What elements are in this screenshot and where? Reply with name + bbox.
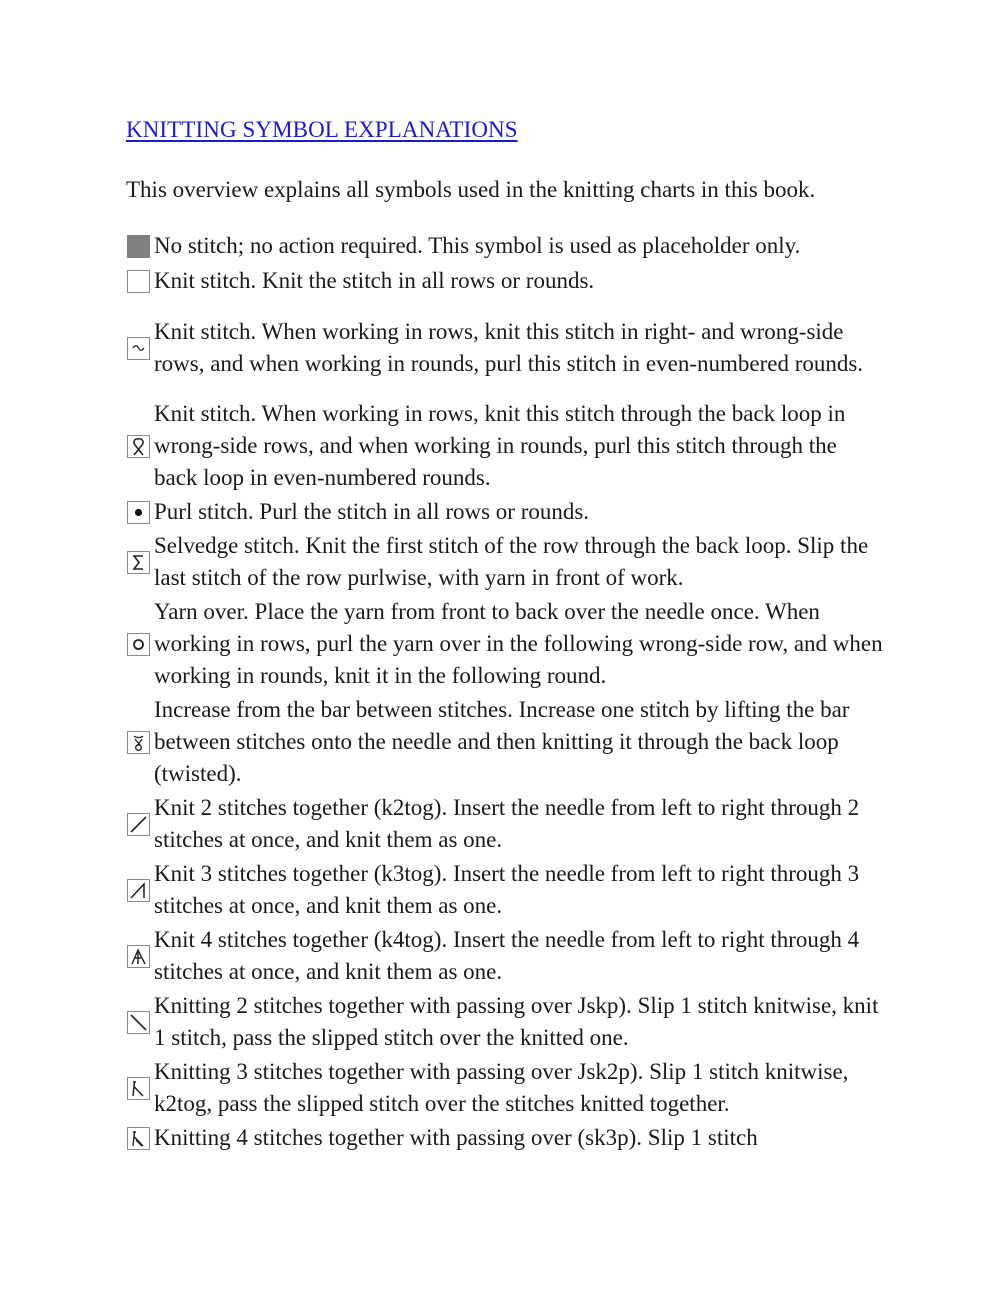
- knit-stitch-empty-square-icon: [127, 270, 150, 293]
- symbol-description: Knit stitch. Knit the stitch in all rows or rounds.: [154, 268, 595, 293]
- symbol-entry: [127, 693, 887, 791]
- symbol-description: Knit 3 stitches together (k3tog). Insert the needle from left to right through 3 stitches at once, and knit them as one.: [154, 861, 860, 918]
- increase-bar-loop-icon: [127, 731, 150, 754]
- symbol-description: Knit stitch. When working in rows, knit this stitch in right- and wrong-side rows, and when working in rounds, purl this stitch in even-numbered rounds.: [154, 319, 864, 376]
- symbol-description: Knitting 3 stitches together with passing over Jsk2p). Slip 1 stitch knitwise, k2tog, pass the slipped stitch over the stitches knitted together.: [154, 1059, 849, 1116]
- symbol-description: Knit 2 stitches together (k2tog). Insert the needle from left to right through 2 stitches at once, and knit them as one.: [154, 795, 860, 852]
- symbol-description: Knit stitch. When working in rows, knit this stitch through the back loop in wrong-side rows, and when working in rounds, purl this stitch through the back loop in even-numbered rounds.: [154, 401, 846, 490]
- yarn-over-circle-icon: [127, 633, 150, 656]
- symbol-description: No stitch; no action required. This symbol is used as placeholder only.: [154, 233, 801, 258]
- purl-dot-icon: [127, 501, 150, 524]
- symbol-entry: [127, 1055, 887, 1121]
- symbol-entry: [127, 1121, 887, 1155]
- symbol-description: Knitting 2 stitches together with passing over Jskp). Slip 1 stitch knitwise, knit 1 stitch, pass the slipped stitch over the knitted one.: [154, 993, 879, 1050]
- symbol-description: Purl stitch. Purl the stitch in all rows or rounds.: [154, 499, 590, 524]
- selvedge-sigma-icon: [127, 551, 150, 574]
- intro-paragraph: This overview explains all symbols used in the knitting charts in this book.: [126, 177, 816, 202]
- sk3p-icon: [127, 1127, 150, 1150]
- symbol-entry: [127, 229, 887, 263]
- symbol-entry: [127, 263, 887, 299]
- skp-backslash-icon: [127, 1011, 150, 1034]
- symbol-description: Knit 4 stitches together (k4tog). Insert the needle from left to right through 4 stitches at once, and knit them as one.: [154, 927, 860, 984]
- symbol-entry: [127, 595, 887, 693]
- k2tog-slash-icon: [127, 813, 150, 836]
- twisted-knit-loop-icon: [127, 435, 150, 458]
- sk2p-icon: [127, 1077, 150, 1100]
- symbol-entry: [127, 495, 887, 529]
- page-title[interactable]: KNITTING SYMBOL EXPLANATIONS: [126, 117, 518, 142]
- symbol-list: [127, 229, 887, 1155]
- knit-purl-tilde-icon: [127, 337, 150, 360]
- symbol-entry: [127, 791, 887, 857]
- symbol-description: Increase from the bar between stitches. Increase one stitch by lifting the bar between stitches onto the needle and then knitting it through the back loop (twisted).: [154, 697, 850, 786]
- k3tog-icon: [127, 879, 150, 902]
- symbol-entry: [127, 989, 887, 1055]
- symbol-entry: [127, 857, 887, 923]
- k4tog-icon: [127, 945, 150, 968]
- no-stitch-gray-square-icon: [127, 235, 150, 258]
- symbol-description: Knitting 4 stitches together with passing over (sk3p). Slip 1 stitch: [154, 1125, 758, 1150]
- symbol-description: Yarn over. Place the yarn from front to back over the needle once. When working in rows, purl the yarn over in the following wrong-side row, and when working in rounds, knit it in the following round.: [154, 599, 883, 688]
- symbol-entry: [127, 923, 887, 989]
- symbol-entry: [127, 529, 887, 595]
- symbol-entry: [127, 397, 887, 495]
- symbol-description: Selvedge stitch. Knit the first stitch of the row through the back loop. Slip the last stitch of the row purlwise, with yarn in front of work.: [154, 533, 869, 590]
- symbol-entry: [127, 299, 887, 397]
